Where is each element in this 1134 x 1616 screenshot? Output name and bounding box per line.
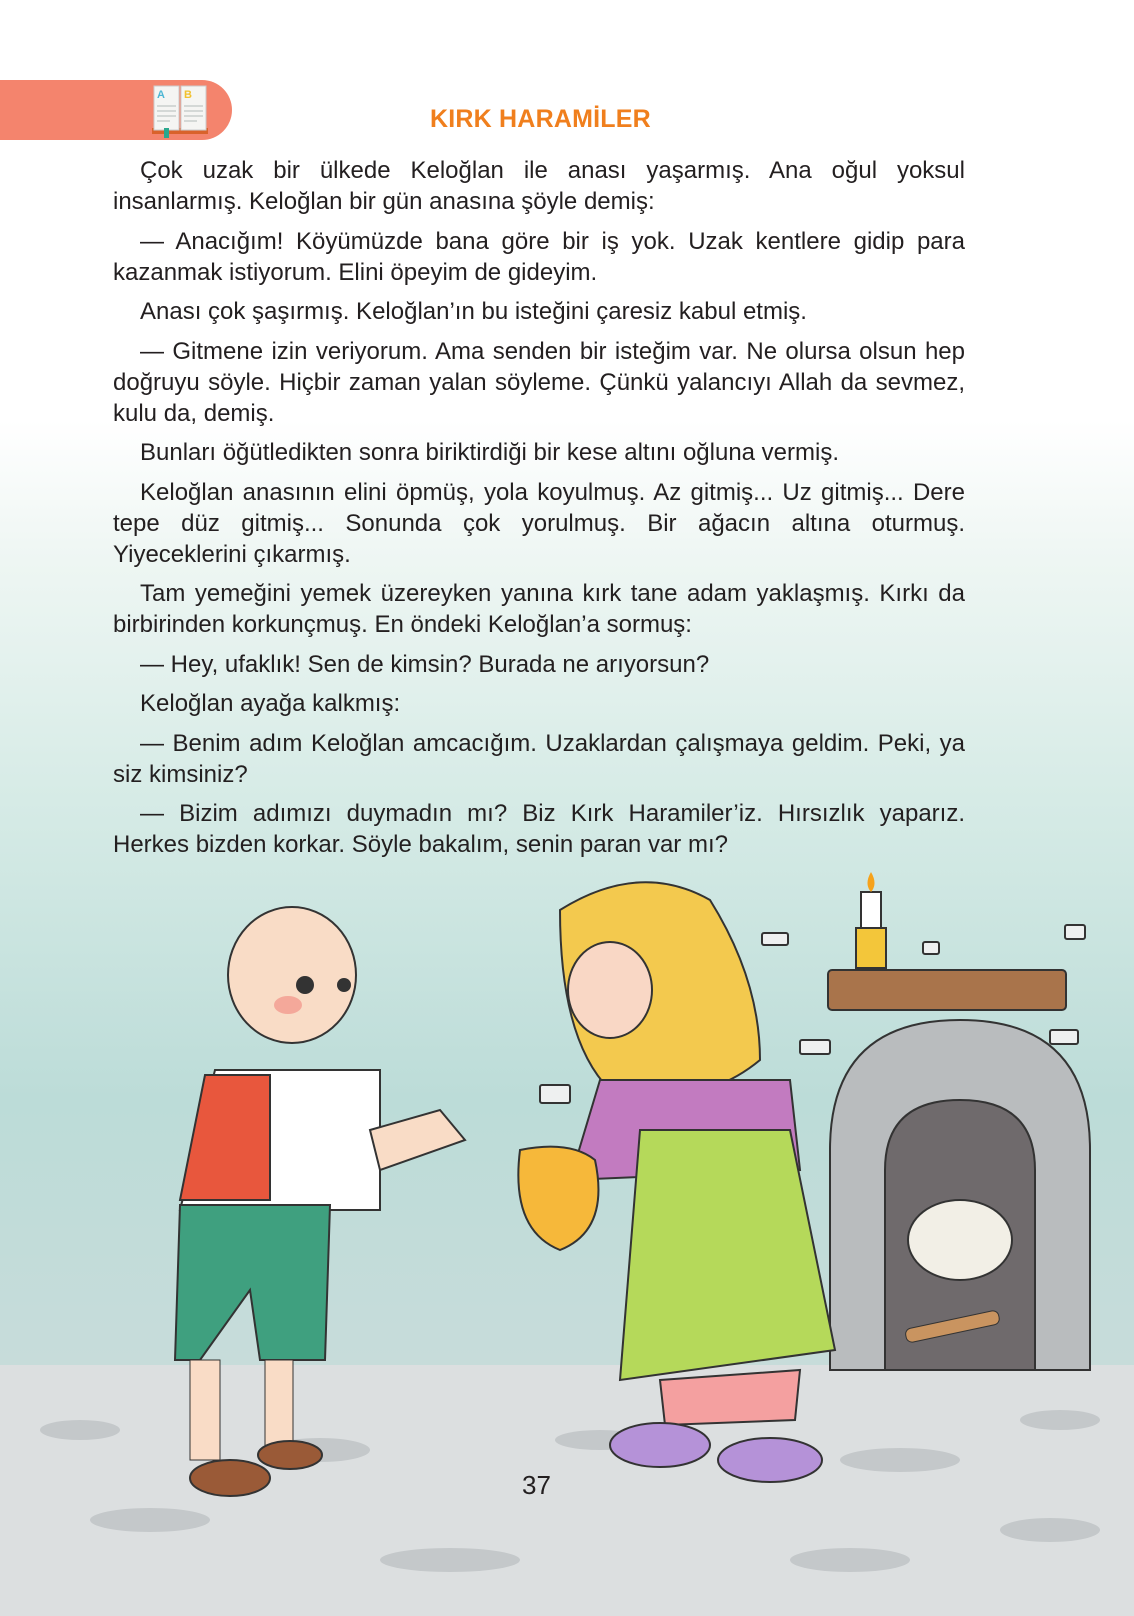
page-number: 37 xyxy=(522,1470,551,1500)
paragraph: Keloğlan ayağa kalkmış: xyxy=(140,690,401,717)
story-text xyxy=(113,155,965,869)
paragraph: — Hey, ufaklık! Sen de kimsin? Burada ne arıyorsun? xyxy=(140,650,710,678)
paragraph: — Gitmene izin veriyorum. Ama senden bir isteğim var. Ne olursa olsun hep doğruyu söyle. Hiçbir zaman yalan söyleme. Çünkü yalancıyı Allah da sevmez, kulu da, demiş. xyxy=(113,337,965,427)
book-letter-b: B xyxy=(184,89,192,101)
paragraph: Çok uzak bir ülkede Keloğlan ile anası yaşarmış. Ana oğul yoksul insanlarmış. Keloğlan bir gün anasına şöyle demiş: xyxy=(113,157,965,215)
illustration-keloglan-and-mother xyxy=(0,860,1134,1616)
paragraph: Tam yemeğini yemek üzereyken yanına kırk tane adam yaklaşmış. Kırkı da birbirinden korkunçmuş. En öndeki Keloğlan’a sormuş: xyxy=(113,580,965,638)
book-letter-a: A xyxy=(157,89,165,101)
story-title: KIRK HARAMİLER xyxy=(430,105,651,133)
paragraph: — Bizim adımızı duymadın mı? Biz Kırk Haramiler’iz. Hırsızlık yaparız. Herkes bizden korkar. Söyle bakalım, senin paran var mı? xyxy=(113,800,965,858)
paragraph: Anası çok şaşırmış. Keloğlan’ın bu isteğini çaresiz kabul etmiş. xyxy=(140,298,807,325)
paragraph: — Anacığım! Köyümüzde bana göre bir iş yok. Uzak kentlere gidip para kazanmak istiyorum. Elini öpeyim de gideyim. xyxy=(113,227,965,286)
paragraph: Bunları öğütledikten sonra biriktirdiği bir kese altını oğluna vermiş. xyxy=(140,439,840,466)
paragraph: — Benim adım Keloğlan amcacığım. Uzaklardan çalışmaya geldim. Peki, ya siz kimsiniz? xyxy=(113,729,965,788)
paragraph: Keloğlan anasının elini öpmüş, yola koyulmuş. Az gitmiş... Uz gitmiş... Dere tepe düz gitmiş... Sonunda çok yorulmuş. Bir ağacın altına oturmuş. Yiyeceklerini çıkarmış. xyxy=(113,478,965,568)
open-book-icon xyxy=(152,84,208,138)
